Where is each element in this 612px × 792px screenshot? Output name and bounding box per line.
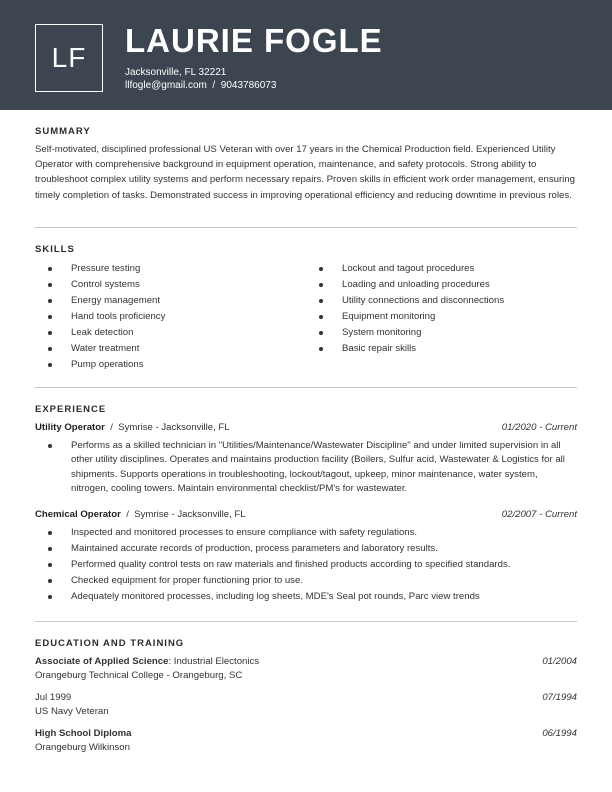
job-header xyxy=(35,508,577,522)
skill-item: Energy management xyxy=(35,293,306,309)
education-date: 07/1994 xyxy=(542,692,577,703)
skill-item: Leak detection xyxy=(35,325,306,341)
job-separator: / xyxy=(126,509,129,521)
skill-item: System monitoring xyxy=(306,325,577,341)
education-title: EDUCATION AND TRAINING xyxy=(35,638,185,649)
skill-item: Lockout and tagout procedures xyxy=(306,261,577,277)
resume-header xyxy=(0,0,612,110)
skill-item: Loading and unloading procedures xyxy=(306,277,577,293)
education-entry-header xyxy=(35,727,577,741)
skill-item: Pump operations xyxy=(35,357,306,373)
job-company: Symrise - Jacksonville, FL xyxy=(118,422,230,433)
education-section xyxy=(35,638,577,755)
job-date: 02/2007 - Current xyxy=(501,509,577,521)
skill-item: Control systems xyxy=(35,277,306,293)
initials-monogram: LF xyxy=(35,24,103,92)
education-field: : Industrial Electonics xyxy=(168,656,260,667)
job-title-line xyxy=(35,421,230,435)
experience-section xyxy=(35,404,577,606)
skills-columns xyxy=(35,261,577,373)
summary-title: SUMMARY xyxy=(35,126,91,137)
skill-item: Pressure testing xyxy=(35,261,306,277)
skills-section xyxy=(35,244,577,373)
contact-phone[interactable]: 9043786073 xyxy=(220,80,277,91)
education-date: 01/2004 xyxy=(542,656,577,667)
job-bullets xyxy=(35,526,577,606)
job-bullet: Performed quality control tests on raw materials and finished products according to specified standards. xyxy=(35,558,577,574)
skill-item: Basic repair skills xyxy=(306,341,577,357)
section-divider xyxy=(35,621,577,622)
summary-text: Self-motivated, disciplined professional US Veteran with over 17 years in the Chemical Production field. Experienced Utility Operator with comprehensive background in equipment operation, maintenance, and safety protocols. Strong ability to troubleshoot complex utility systems and perform necessary repairs. Proven skills in efficient work order management, ensuring timely completion of tasks. Demonstrated success in improving operational efficiency and reducing downtime in previous roles. xyxy=(35,144,575,201)
job-header xyxy=(35,421,577,435)
contact-line xyxy=(125,79,276,92)
education-degree-line xyxy=(35,655,259,669)
skill-item: Water treatment xyxy=(35,341,306,357)
summary-section xyxy=(35,126,577,203)
education-degree: Associate of Applied Science xyxy=(35,656,169,667)
contact-separator: / xyxy=(212,80,216,91)
job-bullet: Performs as a skilled technician in "Utilities/Maintenance/Wastewater Discipline" and under limited supervision in all other utility disciplines. Operates and maintains production facility (Boilers, Sulfur acid, Wastewater & Logistics for all shipments. Supports operations in troubleshooting, lockout/tagout, upkeep, minor maintenance, water system, nitrogen, cooling towers. Maintain environmental checklist/PM's for wastewater. xyxy=(35,439,577,498)
contact-email[interactable]: llfogle@gmail.com xyxy=(125,80,207,91)
education-school: Orangeburg Technical College - Orangeburg, SC xyxy=(35,670,243,681)
job-date: 01/2020 - Current xyxy=(501,422,577,433)
job-role: Utility Operator xyxy=(35,422,105,433)
experience-title: EXPERIENCE xyxy=(35,404,107,415)
education-school: Orangeburg Wilkinson xyxy=(35,742,130,753)
skills-right-column xyxy=(306,261,577,373)
education-degree: High School Diploma xyxy=(35,728,132,739)
skill-item: Utility connections and disconnections xyxy=(306,293,577,309)
job-bullet: Adequately monitored processes, including log sheets, MDE's Seal pot rounds, Parc view trends xyxy=(35,590,577,606)
job-bullet: Inspected and monitored processes to ensure compliance with safety regulations. xyxy=(35,526,577,542)
contact-location: Jacksonville, FL 32221 xyxy=(125,67,227,78)
skill-item: Equipment monitoring xyxy=(306,309,577,325)
job-separator: / xyxy=(110,422,113,433)
job-role: Chemical Operator xyxy=(35,509,121,521)
education-school: US Navy Veteran xyxy=(35,706,109,717)
skills-left-column xyxy=(35,261,306,373)
job-bullet: Checked equipment for proper functioning prior to use. xyxy=(35,574,577,590)
skills-title: SKILLS xyxy=(35,244,75,255)
education-date: 06/1994 xyxy=(542,728,577,739)
skill-item: Hand tools proficiency xyxy=(35,309,306,325)
job-bullet: Maintained accurate records of production, process parameters and laboratory results. xyxy=(35,542,577,558)
section-divider xyxy=(35,227,577,228)
candidate-name: LAURIE FOGLE xyxy=(125,22,383,59)
section-divider xyxy=(35,387,577,388)
education-entry-header xyxy=(35,691,577,705)
job-title-line xyxy=(35,508,246,522)
education-entry-header xyxy=(35,655,577,669)
education-degree: Jul 1999 xyxy=(35,692,72,703)
job-bullets xyxy=(35,439,577,498)
job-company: Symrise - Jacksonville, FL xyxy=(134,509,246,521)
